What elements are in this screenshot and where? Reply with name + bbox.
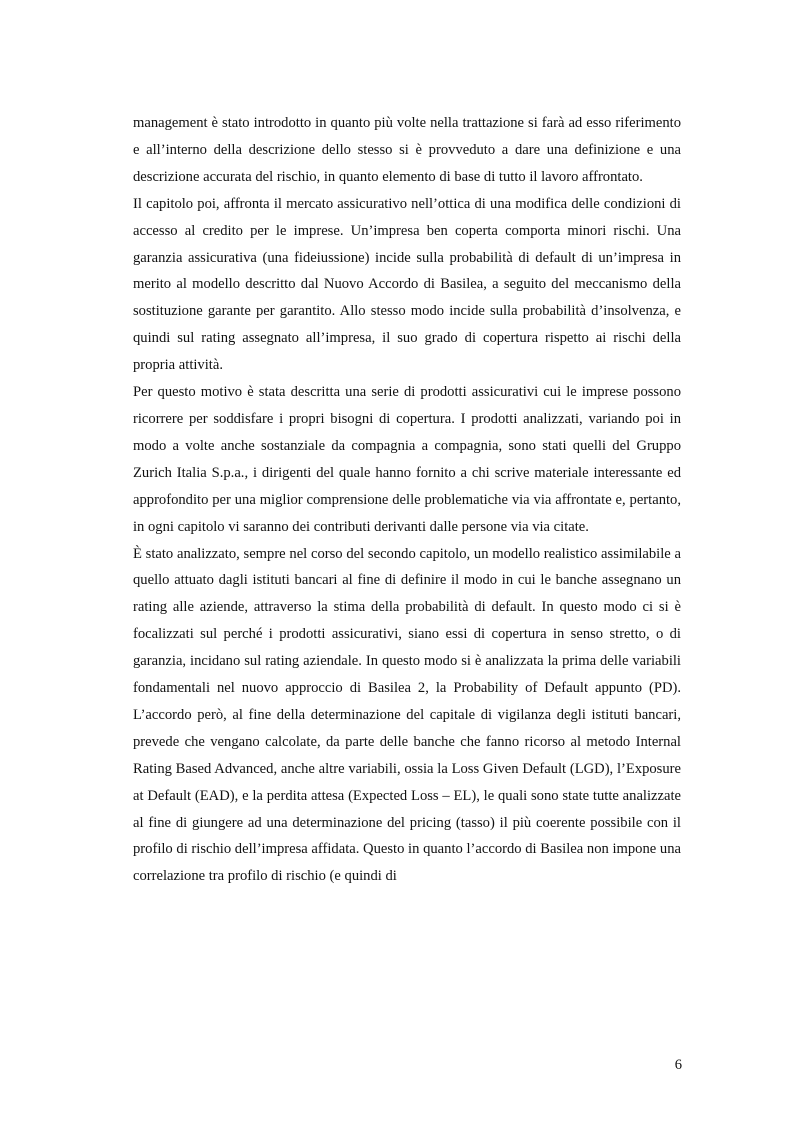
paragraph-4: È stato analizzato, sempre nel corso del secondo capitolo, un modello realistico assimilabile a quello attuato dagli istituti bancari al fine di definire il modo in cui le banche assegnano un rating alle aziende, attraverso la stima della probabilità di default. In questo modo ci si è focalizzati sul perché i prodotti assicurativi, siano essi di copertura in senso stretto, o di garanzia, incidano sul rating aziendale. In questo modo si è analizzata la prima delle variabili fondamentali nel nuovo approccio di Basilea 2, la Probability of Default appunto (PD). L’accordo però, al fine della determinazione del capitale di vigilanza degli istituti bancari, prevede che vengano calcolate, da parte delle banche che fanno ricorso al metodo Internal Rating Based Advanced, anche altre variabili, ossia la Loss Given Default (LGD), l’Exposure at Default (EAD), e la perdita attesa (Expected Loss – EL), le quali sono state tutte analizzate al fine di giungere ad una determinazione del pricing (tasso) il più coerente possibile con il profilo di rischio dell’impresa affidata. Questo in quanto l’accordo di Basilea non impone una correlazione tra profilo di rischio (e quindi di [133, 545, 681, 885]
paragraph-1: management è stato introdotto in quanto più volte nella trattazione si farà ad esso riferimento e all’interno della descrizione dello stesso si è provveduto a dare una definizione e una descrizione accurata del rischio, in quanto elemento di base di tutto il lavoro affrontato. [133, 115, 681, 185]
paragraph-2: Il capitolo poi, affronta il mercato assicurativo nell’ottica di una modifica delle condizioni di accesso al credito per le imprese. Un’impresa ben coperta comporta minori rischi. Una garanzia assicurativa (una fideiussione) incide sulla probabilità di default di un’impresa in merito al modello descritto dal Nuovo Accordo di Basilea, a seguito del meccanismo della sostituzione garante per garantito. Allo stesso modo incide sulla probabilità d’insolvenza, e quindi sul rating assegnato all’impresa, il suo grado di copertura rispetto ai rischi della propria attività. [133, 195, 681, 374]
paragraph-3: Per questo motivo è stata descritta una serie di prodotti assicurativi cui le imprese possono ricorrere per soddisfare i propri bisogni di copertura. I prodotti analizzati, variando poi in modo a volte anche sostanziale da compagnia a compagnia, sono stati quelli del Gruppo Zurich Italia S.p.a., i dirigenti del quale hanno fornito a chi scrive materiale interessante ed approfondito per una miglior comprensione delle problematiche via via affrontate e, pertanto, in ogni capitolo vi saranno dei contributi derivanti dalle persone via via citate. [133, 384, 681, 535]
page-number: 6 [674, 1057, 682, 1073]
body-text [133, 110, 681, 890]
